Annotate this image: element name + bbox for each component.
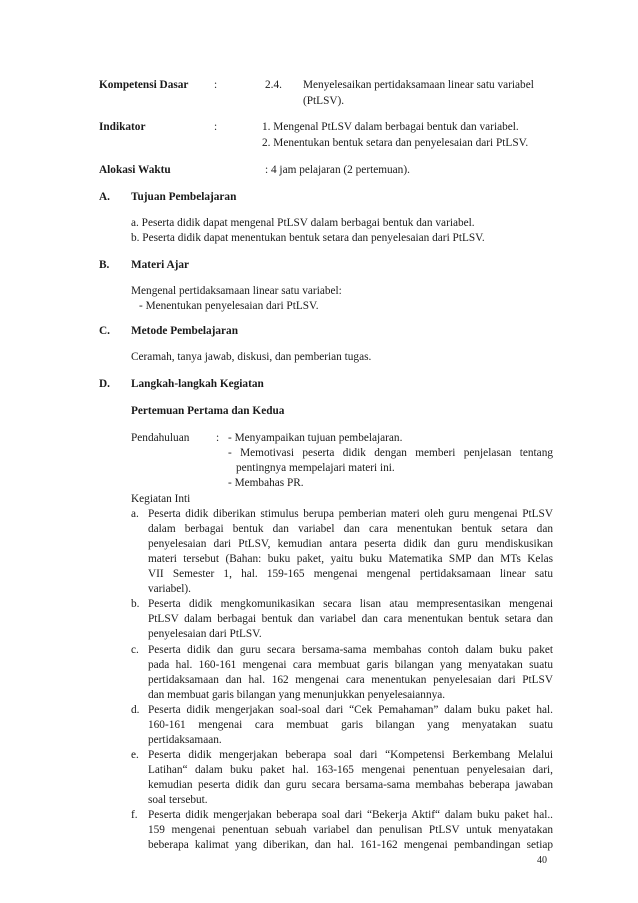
pendahuluan-item-1: - Menyampaikan tujuan pembelajaran. <box>228 432 403 444</box>
section-b-line2: - Menentukan penyelesaian dari PtLSV. <box>139 300 319 312</box>
section-d-title: Langkah-langkah Kegiatan <box>131 378 264 390</box>
inti-c-line1: Peserta didik dan guru secara bersama-sama membahas contoh dalam buku paket <box>148 644 553 656</box>
inti-c-line2: pada hal. 160-161 mengenai cara membuat garis bilangan yang menyatakan suatu <box>148 659 553 671</box>
pendahuluan-item-2a: - Memotivasi peserta didik dengan memberi penjelasan tentang <box>228 447 553 459</box>
inti-c-line3: pertidaksamaan dan hal. 162 mengenai cara menentukan penyelesaian dari PtLSV <box>148 674 553 686</box>
section-c-text: Ceramah, tanya jawab, diskusi, dan pemberian tugas. <box>131 351 372 363</box>
inti-d-line2: 160-161 mengenai cara membuat garis bilangan yang menyatakan suatu <box>148 719 553 731</box>
pendahuluan-label: Pendahuluan <box>131 432 190 444</box>
section-d-letter: D. <box>99 378 110 390</box>
indikator-colon: : <box>214 121 218 133</box>
pendahuluan-item-2b: pentingnya mempelajari materi ini. <box>236 462 395 474</box>
section-b-title: Materi Ajar <box>131 259 190 271</box>
inti-d-line1: Peserta didik mengerjakan soal-soal dari “Cek Pemahaman” dalam buku paket hal. <box>148 704 553 716</box>
section-a-item-1: a. Peserta didik dapat mengenal PtLSV dalam berbagai bentuk dan variabel. <box>131 217 475 229</box>
section-d-subtitle: Pertemuan Pertama dan Kedua <box>131 405 285 417</box>
page-number: 40 <box>537 855 547 866</box>
kegiatan-inti-label: Kegiatan Inti <box>131 493 191 505</box>
section-a-letter: A. <box>99 191 110 203</box>
section-c-title: Metode Pembelajaran <box>131 325 238 337</box>
kd-text-line2: (PtLSV). <box>303 95 345 107</box>
inti-f-line3: beberapa kalimat yang diberikan, dan hal. 161-162 mengenai pembandingan setiap <box>148 839 553 851</box>
inti-a-line4: materi tersebut (Bahan: buku paket, yaitu buku Matematika SMP dan MTs Kelas <box>148 553 553 565</box>
section-b-line1: Mengenal pertidaksamaan linear satu variabel: <box>131 285 342 297</box>
inti-a-line2: dalam berbagai bentuk dan variabel dan cara menentukan bentuk setara dan <box>148 523 553 535</box>
inti-e-letter: e. <box>131 749 139 761</box>
inti-d-line3: pertidaksamaan. <box>148 734 222 746</box>
inti-e-line3: kemudian peserta didik dan guru secara bersama-sama membahas beberapa jawaban <box>148 779 553 791</box>
indikator-item-2: 2. Menentukan bentuk setara dan penyelesaian dari PtLSV. <box>262 137 529 149</box>
inti-b-line2: PtLSV dalam berbagai bentuk dan variabel dan cara menentukan bentuk setara dan <box>148 613 553 625</box>
section-c-letter: C. <box>99 325 110 337</box>
inti-f-line1: Peserta didik mengerjakan beberapa soal dari “Bekerja Aktif“ dalam buku paket hal.. <box>148 809 553 821</box>
section-a-item-2: b. Peserta didik dapat menentukan bentuk setara dan penyelesaian dari PtLSV. <box>131 232 485 244</box>
kd-label: Kompetensi Dasar <box>99 79 189 91</box>
inti-e-line1: Peserta didik mengerjakan beberapa soal dari “Kompetensi Berkembang Melalui <box>148 749 553 761</box>
inti-a-letter: a. <box>131 508 139 520</box>
inti-a-line6: variabel). <box>148 583 191 595</box>
inti-d-letter: d. <box>131 704 140 716</box>
inti-b-line3: penyelesaian dari PtLSV. <box>148 628 262 640</box>
pendahuluan-item-3: - Membahas PR. <box>228 477 304 489</box>
inti-f-line2: 159 mengenai penentuan sebuah variabel dan penulisan PtLSV untuk menyatakan <box>148 824 553 836</box>
section-a-title: Tujuan Pembelajaran <box>131 191 237 203</box>
inti-f-letter: f. <box>131 809 138 821</box>
inti-a-line3: penyelesaian dari PtLSV, kemudian antara peserta didik dan guru mendiskusikan <box>148 538 553 550</box>
inti-e-line2: Latihan“ dalam buku paket hal. 163-165 mengenai penentuan penyelesaian dari, <box>148 764 553 776</box>
inti-b-letter: b. <box>131 598 140 610</box>
pendahuluan-colon: : <box>216 432 220 444</box>
inti-a-line1: Peserta didik diberikan stimulus berupa pemberian materi oleh guru mengenai PtLSV <box>148 508 553 520</box>
inti-b-line1: Peserta didik mengkomunikasikan secara lisan atau mempresentasikan mengenai <box>148 598 553 610</box>
kd-text-line1: Menyelesaikan pertidaksamaan linear satu variabel <box>303 79 534 91</box>
inti-e-line4: soal tersebut. <box>148 794 208 806</box>
indikator-item-1: 1. Mengenal PtLSV dalam berbagai bentuk dan variabel. <box>262 121 519 133</box>
section-b-letter: B. <box>99 259 110 271</box>
alokasi-value: : 4 jam pelajaran (2 pertemuan). <box>265 164 410 176</box>
alokasi-label: Alokasi Waktu <box>99 164 171 176</box>
inti-c-letter: c. <box>131 644 139 656</box>
indikator-label: Indikator <box>99 121 146 133</box>
inti-a-line5: VII Semester 1, hal. 159-165 mengenai mengenal pertidaksamaan linear satu <box>148 568 553 580</box>
kd-colon: : <box>214 79 218 91</box>
inti-c-line4: dan membuat garis bilangan yang menunjukkan penyelesaiannya. <box>148 689 446 701</box>
kd-number: 2.4. <box>265 79 282 91</box>
